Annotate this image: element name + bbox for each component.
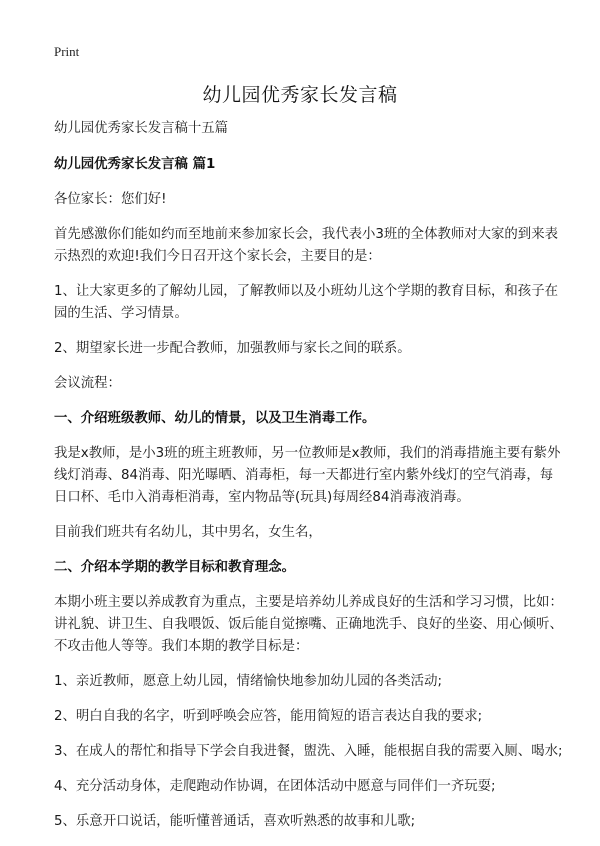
goal-paragraph-1: 1、让大家更多的了解幼儿园，了解教师以及小班幼儿这个学期的教育目标，和孩子在园的生活、学习情景。 (54, 284, 558, 321)
agenda-heading-2: 二、介绍本学期的教学目标和教育理念。 (54, 560, 296, 575)
document-body (54, 118, 564, 846)
goal-paragraph-2: 2、期望家长进一步配合教师，加强教师与家长之间的联系。 (54, 341, 411, 356)
objective-item-4: 4、充分活动身体，走爬跑动作协调，在团体活动中愿意与同伴们一齐玩耍; (54, 779, 496, 794)
objective-item-1: 1、亲近教师，愿意上幼儿园，情绪愉快地参加幼儿园的各类活动; (54, 674, 442, 689)
class-count-paragraph: 目前我们班共有名幼儿，其中男名，女生名， (54, 525, 322, 540)
document-subtitle: 幼儿园优秀家长发言稿十五篇 (54, 121, 229, 136)
objective-item-3: 3、在成人的帮忙和指导下学会自我进餐，盥洗、入睡，能根据自我的需要入厕、喝水; (54, 744, 563, 759)
print-label: Print (54, 44, 80, 59)
objective-item-2: 2、明白自我的名字，听到呼唤会应答，能用简短的语言表达自我的要求; (54, 709, 483, 724)
document-title: 幼儿园优秀家长发言稿 (202, 84, 398, 106)
intro-paragraph: 首先感激你们能如约而至地前来参加家长会，我代表小3班的全体教师对大家的到来表示热烈的欢迎!我们今日召开这个家长会，主要目的是： (54, 227, 558, 264)
agenda-heading-1: 一、介绍班级教师、幼儿的情景，以及卫生消毒工作。 (54, 411, 376, 426)
agenda-label: 会议流程： (54, 376, 121, 391)
section-title: 幼儿园优秀家长发言稿 篇1 (54, 157, 216, 172)
teaching-focus-paragraph: 本期小班主要以养成教育为重点，主要是培养幼儿养成良好的生活和学习习惯，比如：讲礼貌、讲卫生、自我喂饭、饭后能自觉擦嘴、正确地洗手、良好的坐姿、用心倾听、不攻击他人等等。我们本期的教学目标是： (54, 595, 563, 654)
objective-item-5: 5、乐意开口说话，能听懂普通话，喜欢听熟悉的故事和儿歌; (54, 814, 416, 829)
teacher-intro-paragraph: 我是x教师，是小3班的班主班教师，另一位教师是x教师，我们的消毒措施主要有紫外线灯消毒、84消毒、阳光曝晒、消毒柜，每一天都进行室内紫外线灯的空气消毒，每日口杯、毛巾入消毒柜消毒，室内物品等(玩具)每周经84消毒液消毒。 (54, 446, 561, 505)
greeting-paragraph: 各位家长：您们好! (54, 192, 167, 207)
